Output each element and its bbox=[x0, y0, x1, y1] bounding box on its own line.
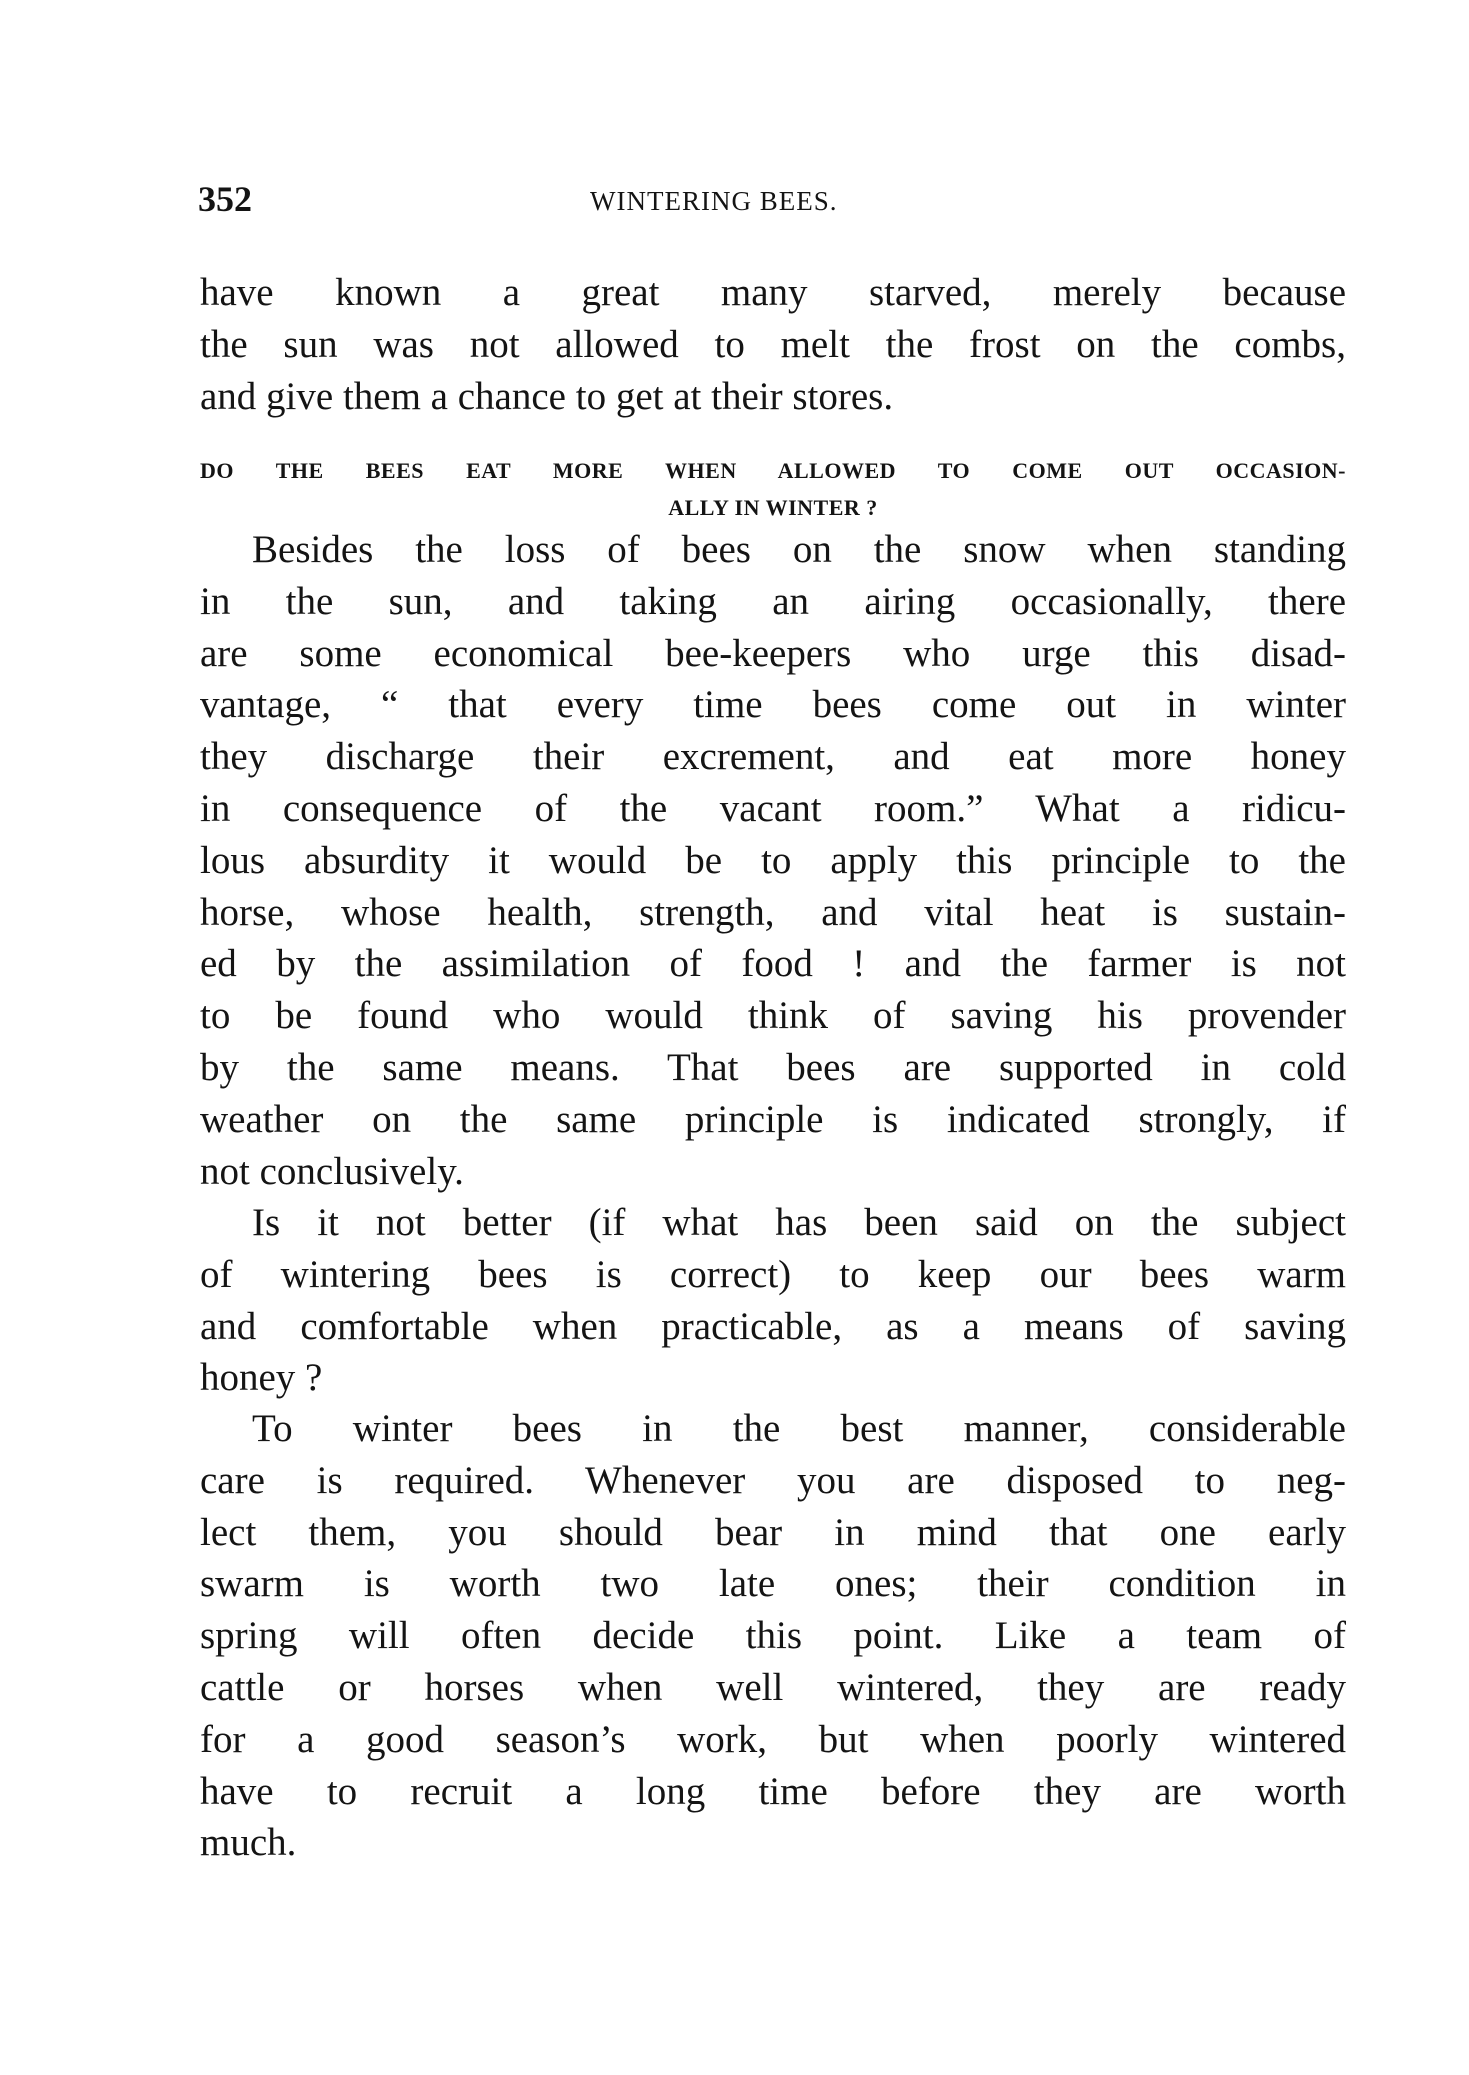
text-line: for a good season’s work, but when poorly wintered bbox=[200, 1717, 1346, 1761]
text-line: by the same means. That bees are supported in cold bbox=[200, 1045, 1346, 1089]
text-line: honey ? bbox=[200, 1356, 323, 1400]
text-line: care is required. Whenever you are disposed to neg- bbox=[200, 1458, 1346, 1502]
text-line: vantage, “ that every time bees come out in winter bbox=[200, 683, 1346, 727]
text-line: much. bbox=[200, 1821, 297, 1865]
text-line: the sun was not allowed to melt the frost on the combs, bbox=[200, 322, 1346, 366]
section-heading-line: DO THE BEES EAT MORE WHEN ALLOWED TO COME OUT OCCASION- bbox=[200, 458, 1346, 483]
text-line: of wintering bees is correct) to keep our bees warm bbox=[200, 1252, 1346, 1296]
text-line: lous absurdity it would be to apply this principle to the bbox=[200, 838, 1346, 882]
text-line: lect them, you should bear in mind that one early bbox=[200, 1510, 1346, 1554]
running-title: WINTERING BEES. bbox=[590, 186, 838, 216]
paragraph bbox=[200, 1403, 1346, 1869]
text-line: in consequence of the vacant room.” What a ridicu- bbox=[200, 786, 1346, 830]
text-line: horse, whose health, strength, and vital heat is sustain- bbox=[200, 890, 1346, 934]
paragraph bbox=[200, 1197, 1346, 1404]
text-line: in the sun, and taking an airing occasionally, there bbox=[200, 579, 1346, 623]
text-line: are some economical bee-keepers who urge this disad- bbox=[200, 631, 1346, 675]
text-line: have known a great many starved, merely because bbox=[200, 271, 1346, 314]
text-line: have to recruit a long time before they are worth bbox=[200, 1769, 1346, 1813]
text-line: cattle or horses when well wintered, they are ready bbox=[200, 1665, 1346, 1709]
section-heading-line: ALLY IN WINTER ? bbox=[668, 495, 878, 520]
page-number: 352 bbox=[198, 179, 252, 219]
text-line: Besides the loss of bees on the snow when standing bbox=[252, 528, 1346, 571]
text-line: Is it not better (if what has been said on the subject bbox=[252, 1201, 1346, 1244]
text-line: To winter bees in the best manner, considerable bbox=[252, 1407, 1346, 1450]
text-line: weather on the same principle is indicated strongly, if bbox=[200, 1097, 1346, 1141]
text-line: ed by the assimilation of food ! and the farmer is not bbox=[200, 942, 1346, 986]
paragraph bbox=[200, 524, 1346, 1197]
text-line: and give them a chance to get at their stores. bbox=[200, 374, 894, 418]
section-heading bbox=[200, 452, 1346, 526]
text-line: spring will often decide this point. Like a team of bbox=[200, 1614, 1346, 1658]
text-line: swarm is worth two late ones; their condition in bbox=[200, 1562, 1346, 1606]
text-line: not conclusively. bbox=[200, 1149, 464, 1193]
text-line: to be found who would think of saving his provender bbox=[200, 994, 1346, 1038]
text-line: they discharge their excrement, and eat more honey bbox=[200, 735, 1346, 779]
text-line: and comfortable when practicable, as a means of saving bbox=[200, 1304, 1346, 1348]
paragraph bbox=[200, 267, 1346, 422]
